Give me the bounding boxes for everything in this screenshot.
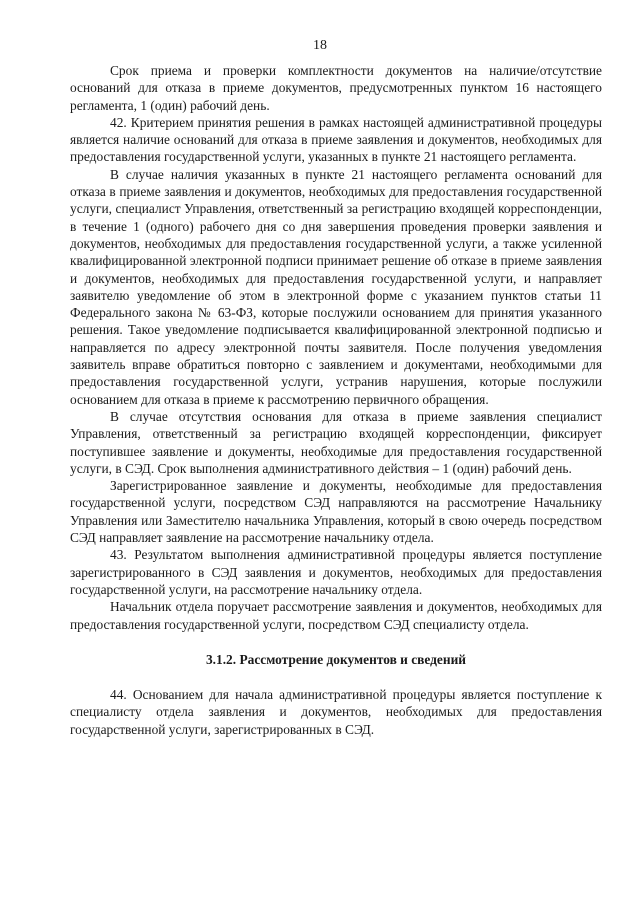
paragraph-refusal-procedure: В случае наличия указанных в пункте 21 настоящего регламента оснований для отказа в приеме заявления и документов, необходимых для предоставления государственной услуги, специалист Управления, ответственный за регистрацию входящей корреспонденции, в течение 1 (одного) рабочего дня со дня завершения проведения проверки заявления и документов, необходимых для предоставления государственной услуги, а также усиленной квалифицированной электронной подписи принимает решение об отказе в приеме заявления и документов, необходимых для предоставления государственной услуги, и направляет заявителю уведомление об этом в электронной форме с указанием пунктов статьи 11 Федерального закона № 63-ФЗ, которые послужили основанием для принятия указанного решения. Такое уведомление подписывается квалифицированной электронной подписью и направляется по адресу электронной почты заявителя. После получения уведомления заявитель вправе обратиться повторно с заявлением и документами, необходимыми для предоставления государственной услуги, устранив нарушения, которые послужили основанием для отказа в приеме к рассмотрению первичного обращения.: [70, 166, 602, 407]
paragraph-assignment: Начальник отдела поручает рассмотрение заявления и документов, необходимых для предоставления государственной услуги, посредством СЭД специалисту отдела.: [70, 599, 602, 632]
paragraph-forwarding: Зарегистрированное заявление и документы, необходимые для предоставления государственной услуги, посредством СЭД направляются на рассмотрение Начальнику Управления или Заместителю начальника Управления, который в свою очередь посредством СЭД направляет заявление на рассмотрение начальнику отдела.: [70, 478, 602, 546]
paragraph-44-basis: 44. Основанием для начала административной процедуры является поступление к специалисту отдела заявления и документов, необходимых для предоставления государственной услуги, зарегистрированных в СЭД.: [70, 687, 602, 737]
document-body: [70, 62, 602, 738]
page-number: 18: [313, 38, 327, 53]
paragraph-intake-deadline: Срок приема и проверки комплектности документов на наличие/отсутствие оснований для отказа в приеме документов, предусмотренных пунктом 16 настоящего регламента, 1 (один) рабочий день.: [70, 63, 602, 113]
paragraph-43-result: 43. Результатом выполнения административной процедуры является поступление зарегистрированного в СЭД заявления и документов, необходимых для предоставления государственной услуги, на рассмотрение начальнику отдела.: [70, 547, 602, 597]
paragraph-registration: В случае отсутствия основания для отказа в приеме заявления специалист Управления, ответственный за регистрацию входящей корреспонденции, фиксирует поступившее заявление и документы, необходимые для предоставления государственной услуги, в СЭД. Срок выполнения административного действия – 1 (один) рабочий день.: [70, 408, 602, 476]
paragraph-42-decision-criterion: 42. Критерием принятия решения в рамках настоящей административной процедуры является наличие оснований для отказа в приеме заявления и документов, необходимых для предоставления государственной услуги, указанных в пункте 21 настоящего регламента.: [70, 114, 602, 165]
section-heading: 3.1.2. Рассмотрение документов и сведений: [205, 651, 467, 667]
